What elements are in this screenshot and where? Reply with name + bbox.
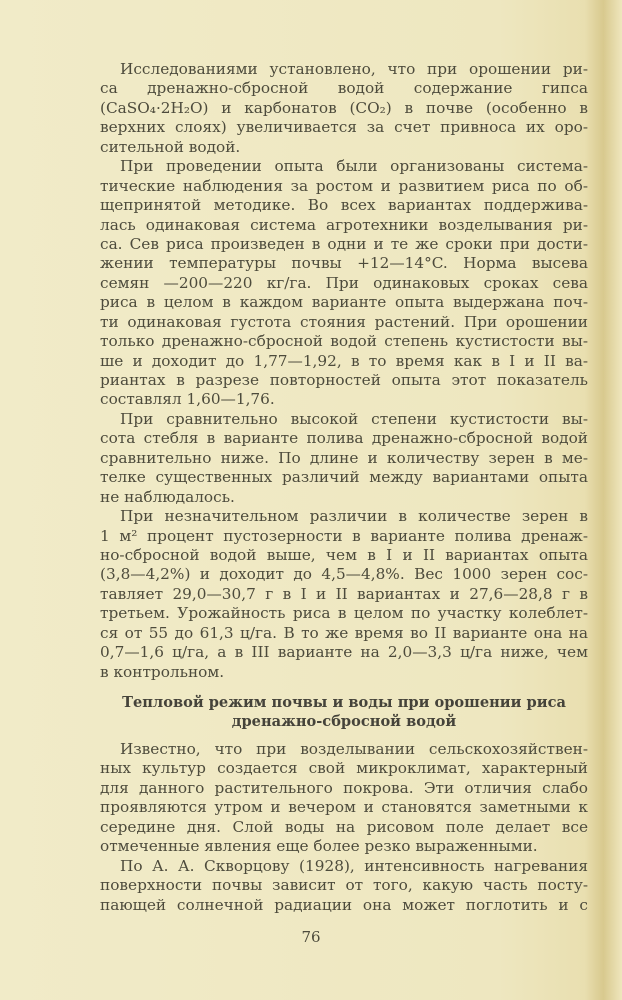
- section-heading: [100, 693, 588, 731]
- text-line: При незначительном различии в количестве зерен в: [120, 507, 588, 526]
- text-line: но-сбросной водой выше, чем в I и II вариантах опыта: [100, 545, 588, 564]
- text-line: ных культур создается свой микроклимат, характерный: [100, 759, 588, 778]
- text-line: жении температуры почвы +12—14°C. Норма высева: [100, 254, 588, 273]
- text-line: ти одинаковая густота стояния растений. При орошении: [100, 312, 588, 331]
- text-line: 1 м² процент пустозерности в варианте полива дренаж-: [100, 526, 588, 545]
- text-line: риантах в разрезе повторностей опыта этот показатель: [100, 371, 588, 389]
- page-number: 76: [301, 928, 321, 946]
- text-line: верхних слоях) увеличивается за счет привноса их оро-: [100, 118, 588, 137]
- text-line: сравнительно ниже. По длине и количеству зерен в ме-: [100, 448, 588, 467]
- text-line: Исследованиями установлено, что при орошении ри-: [120, 60, 588, 78]
- text-line: середине дня. Слой воды на рисовом поле делает все: [100, 817, 588, 836]
- section-heading-line: дренажно-сбросной водой: [231, 713, 457, 730]
- text-line: не наблюдалось.: [100, 487, 235, 506]
- text-line: са. Сев риса произведен в одни и те же сроки при дости-: [100, 234, 588, 253]
- text-line: лась одинаковая система агротехники возделывания ри-: [100, 215, 588, 234]
- text-line: семян —200—220 кг/га. При одинаковых сроках сева: [100, 273, 588, 292]
- text-line: телке существенных различий между вариантами опыта: [100, 468, 588, 487]
- text-line: 0,7—1,6 ц/га, а в III варианте на 2,0—3,3 ц/га ниже, чем: [100, 643, 588, 662]
- text-line: По А. А. Скворцову (1928), интенсивность нагревания: [120, 856, 588, 875]
- text-line: (3,8—4,2%) и доходит до 4,5—4,8%. Вес 1000 зерен сос-: [100, 565, 588, 584]
- text-line: пающей солнечной радиации она может поглотить и с: [100, 895, 588, 914]
- text-line: риса в целом в каждом варианте опыта выдержана поч-: [100, 293, 588, 312]
- text-line: При проведении опыта были организованы система-: [120, 157, 588, 176]
- section-text: [100, 740, 588, 915]
- text-line: При сравнительно высокой степени кустистости вы-: [120, 409, 588, 428]
- text-line: тические наблюдения за ростом и развитием риса по об-: [100, 176, 588, 195]
- text-line: для данного растительного покрова. Эти отличия слабо: [100, 778, 588, 797]
- text-line: отмеченные явления еще более резко выраженными.: [100, 837, 538, 856]
- text-line: (CaSO₄·2H₂O) и карбонатов (CO₂) в почве (особенно в: [100, 98, 588, 117]
- text-line: третьем. Урожайность риса в целом по участку колеблет-: [100, 604, 588, 623]
- text-line: тавляет 29,0—30,7 г в I и II вариантах и 27,6—28,8 г в: [100, 584, 588, 603]
- text-line: в контрольном.: [100, 662, 225, 681]
- text-line: Известно, что при возделывании сельскохозяйствен-: [120, 740, 588, 758]
- text-line: сительной водой.: [100, 137, 241, 156]
- text-line: щепринятой методике. Во всех вариантах поддержива-: [100, 196, 588, 215]
- section-heading-line: Тепловой режим почвы и воды при орошении риса: [122, 694, 566, 711]
- text-line: поверхности почвы зависит от того, какую часть посту-: [100, 876, 588, 895]
- text-line: проявляются утром и вечером и становятся заметными к: [100, 798, 588, 817]
- text-line: составлял 1,60—1,76.: [100, 390, 275, 409]
- text-line: ше и доходит до 1,77—1,92, в то время как в I и II ва-: [100, 351, 588, 370]
- text-line: только дренажно-сбросной водой степень кустистости вы-: [100, 332, 588, 351]
- text-line: сота стебля в варианте полива дренажно-сбросной водой: [100, 429, 588, 448]
- body-text: [100, 60, 588, 682]
- text-line: ся от 55 до 61,3 ц/га. В то же время во II варианте она на: [100, 623, 588, 642]
- text-line: са дренажно-сбросной водой содержание гипса: [100, 79, 588, 98]
